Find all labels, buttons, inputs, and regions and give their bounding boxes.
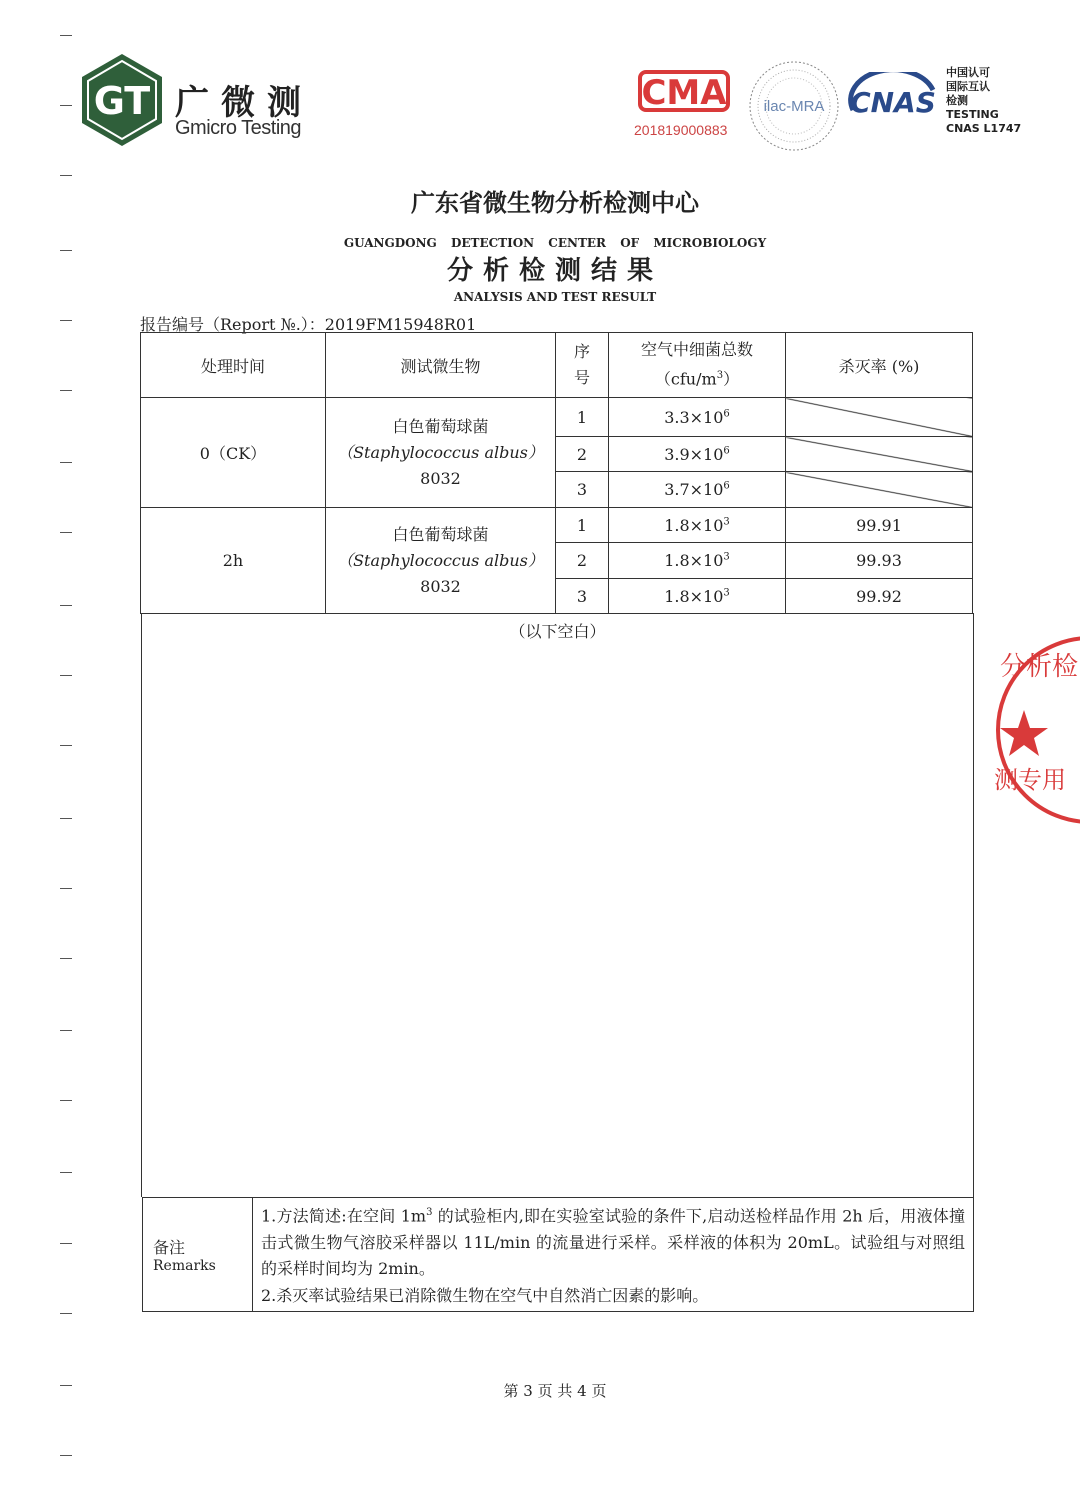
cell-count: $3.9\times 10^6$ xyxy=(609,437,786,472)
official-seal-icon xyxy=(990,630,1080,830)
header-count xyxy=(609,333,786,398)
cnas-line: 中国认可 xyxy=(946,66,990,79)
microbe-latin: （Staphylococcus albus） xyxy=(337,442,544,462)
gmicro-logo-icon xyxy=(80,52,164,148)
ilac-mark: ilac-MRA xyxy=(763,98,825,115)
microbe-cn: 白色葡萄球菌 xyxy=(392,524,489,544)
blank-area xyxy=(141,613,974,1197)
header-time: 处理时间 xyxy=(141,333,326,398)
header-kill-rate: 杀灭率 (%) xyxy=(786,333,973,398)
seal-text-bottom: 测专用 xyxy=(994,766,1066,794)
cell-seq: 2 xyxy=(556,543,609,579)
remarks-text xyxy=(253,1198,974,1312)
remarks-label-cn: 备注 xyxy=(153,1238,186,1258)
cell-count: $1.8\times 10^3$ xyxy=(609,543,786,579)
microbe-strain: 8032 xyxy=(420,468,461,488)
cell-seq: 3 xyxy=(556,579,609,614)
cnas-logo-icon xyxy=(845,72,941,124)
cell-time: 2h xyxy=(141,508,326,614)
ilac-mra-logo-icon xyxy=(746,58,842,154)
cnas-line: 检测 xyxy=(946,94,968,107)
center-title-en: GUANGDONG DETECTION CENTER OF MICROBIOLOGY xyxy=(343,236,767,250)
cell-count: $1.8\times 10^3$ xyxy=(609,579,786,614)
report-number: 报告编号（Report №.）：2019FM15948R01 xyxy=(140,315,477,334)
results-table xyxy=(140,332,973,614)
cell-kill-rate-empty xyxy=(786,398,973,437)
remarks-line-1: 1.方法简述:在空间 $1m^3$ 的试验柜内,即在实验室试验的条件下,启动送检样品作用 2h 后，用液体撞击式微生物气溶胶采样器以 11L/min 的流量进行采样。采样液的体积为 20mL。试验组与对照组的采样时间均为 2min。 xyxy=(261,1206,965,1279)
cell-count: $3.3\times 10^6$ xyxy=(609,398,786,437)
page-number: 第 3 页 共 4 页 xyxy=(503,1382,607,1400)
seal-text-top: 分析检 xyxy=(1000,652,1079,682)
report-title-en: ANALYSIS AND TEST RESULT xyxy=(453,290,657,304)
table-row xyxy=(141,508,973,543)
cma-logo-icon xyxy=(638,68,730,114)
cell-count: $3.7\times 10^6$ xyxy=(609,472,786,508)
cnas-line: 国际互认 xyxy=(946,80,990,93)
cnas-line: CNAS L1747 xyxy=(946,122,1022,135)
cell-kill-rate: 99.92 xyxy=(786,579,973,614)
cma-mark: CMA xyxy=(641,73,727,113)
cell-seq: 2 xyxy=(556,437,609,472)
table-header-row xyxy=(141,333,973,398)
cnas-mark: CNAS xyxy=(850,86,936,119)
header-seq: 序号 xyxy=(556,333,609,398)
brand-name-cn: 广微测 xyxy=(175,83,313,123)
report-title-cn: 分析检测结果 xyxy=(446,256,663,286)
cell-seq: 1 xyxy=(556,508,609,543)
remarks-row xyxy=(143,1198,974,1312)
cell-count: $1.8\times 10^3$ xyxy=(609,508,786,543)
table-row xyxy=(141,398,973,437)
header-count-unit: $(cfu/m^3)$ xyxy=(654,369,740,389)
blank-below-note: （以下空白） xyxy=(509,622,606,641)
cell-microbe xyxy=(326,508,556,614)
cell-kill-rate-empty xyxy=(786,437,973,472)
brand-name-en: Gmicro Testing xyxy=(175,117,302,139)
remarks-line-2: 2.杀灭率试验结果已消除微生物在空气中自然消亡因素的影响。 xyxy=(261,1285,709,1305)
cell-seq: 1 xyxy=(556,398,609,437)
cell-time: 0（CK） xyxy=(141,398,326,508)
microbe-cn: 白色葡萄球菌 xyxy=(392,416,489,436)
center-title-cn: 广东省微生物分析检测中心 xyxy=(411,189,699,217)
microbe-strain: 8032 xyxy=(420,576,461,596)
microbe-latin: （Staphylococcus albus） xyxy=(337,550,544,570)
cell-kill-rate: 99.93 xyxy=(786,543,973,579)
cell-microbe xyxy=(326,398,556,508)
cnas-line: TESTING xyxy=(946,108,999,121)
cell-kill-rate: 99.91 xyxy=(786,508,973,543)
remarks-table xyxy=(142,1197,974,1312)
remarks-label-en: Remarks xyxy=(153,1258,216,1275)
cnas-accreditation-text xyxy=(946,66,1021,136)
remarks-label xyxy=(143,1198,253,1312)
cell-kill-rate-empty xyxy=(786,472,973,508)
header-count-label: 空气中细菌总数 xyxy=(640,340,753,360)
cell-seq: 3 xyxy=(556,472,609,508)
cma-number: 201819000883 xyxy=(634,122,728,138)
logo-letters: GT xyxy=(93,79,151,123)
header-microbe: 测试微生物 xyxy=(326,333,556,398)
